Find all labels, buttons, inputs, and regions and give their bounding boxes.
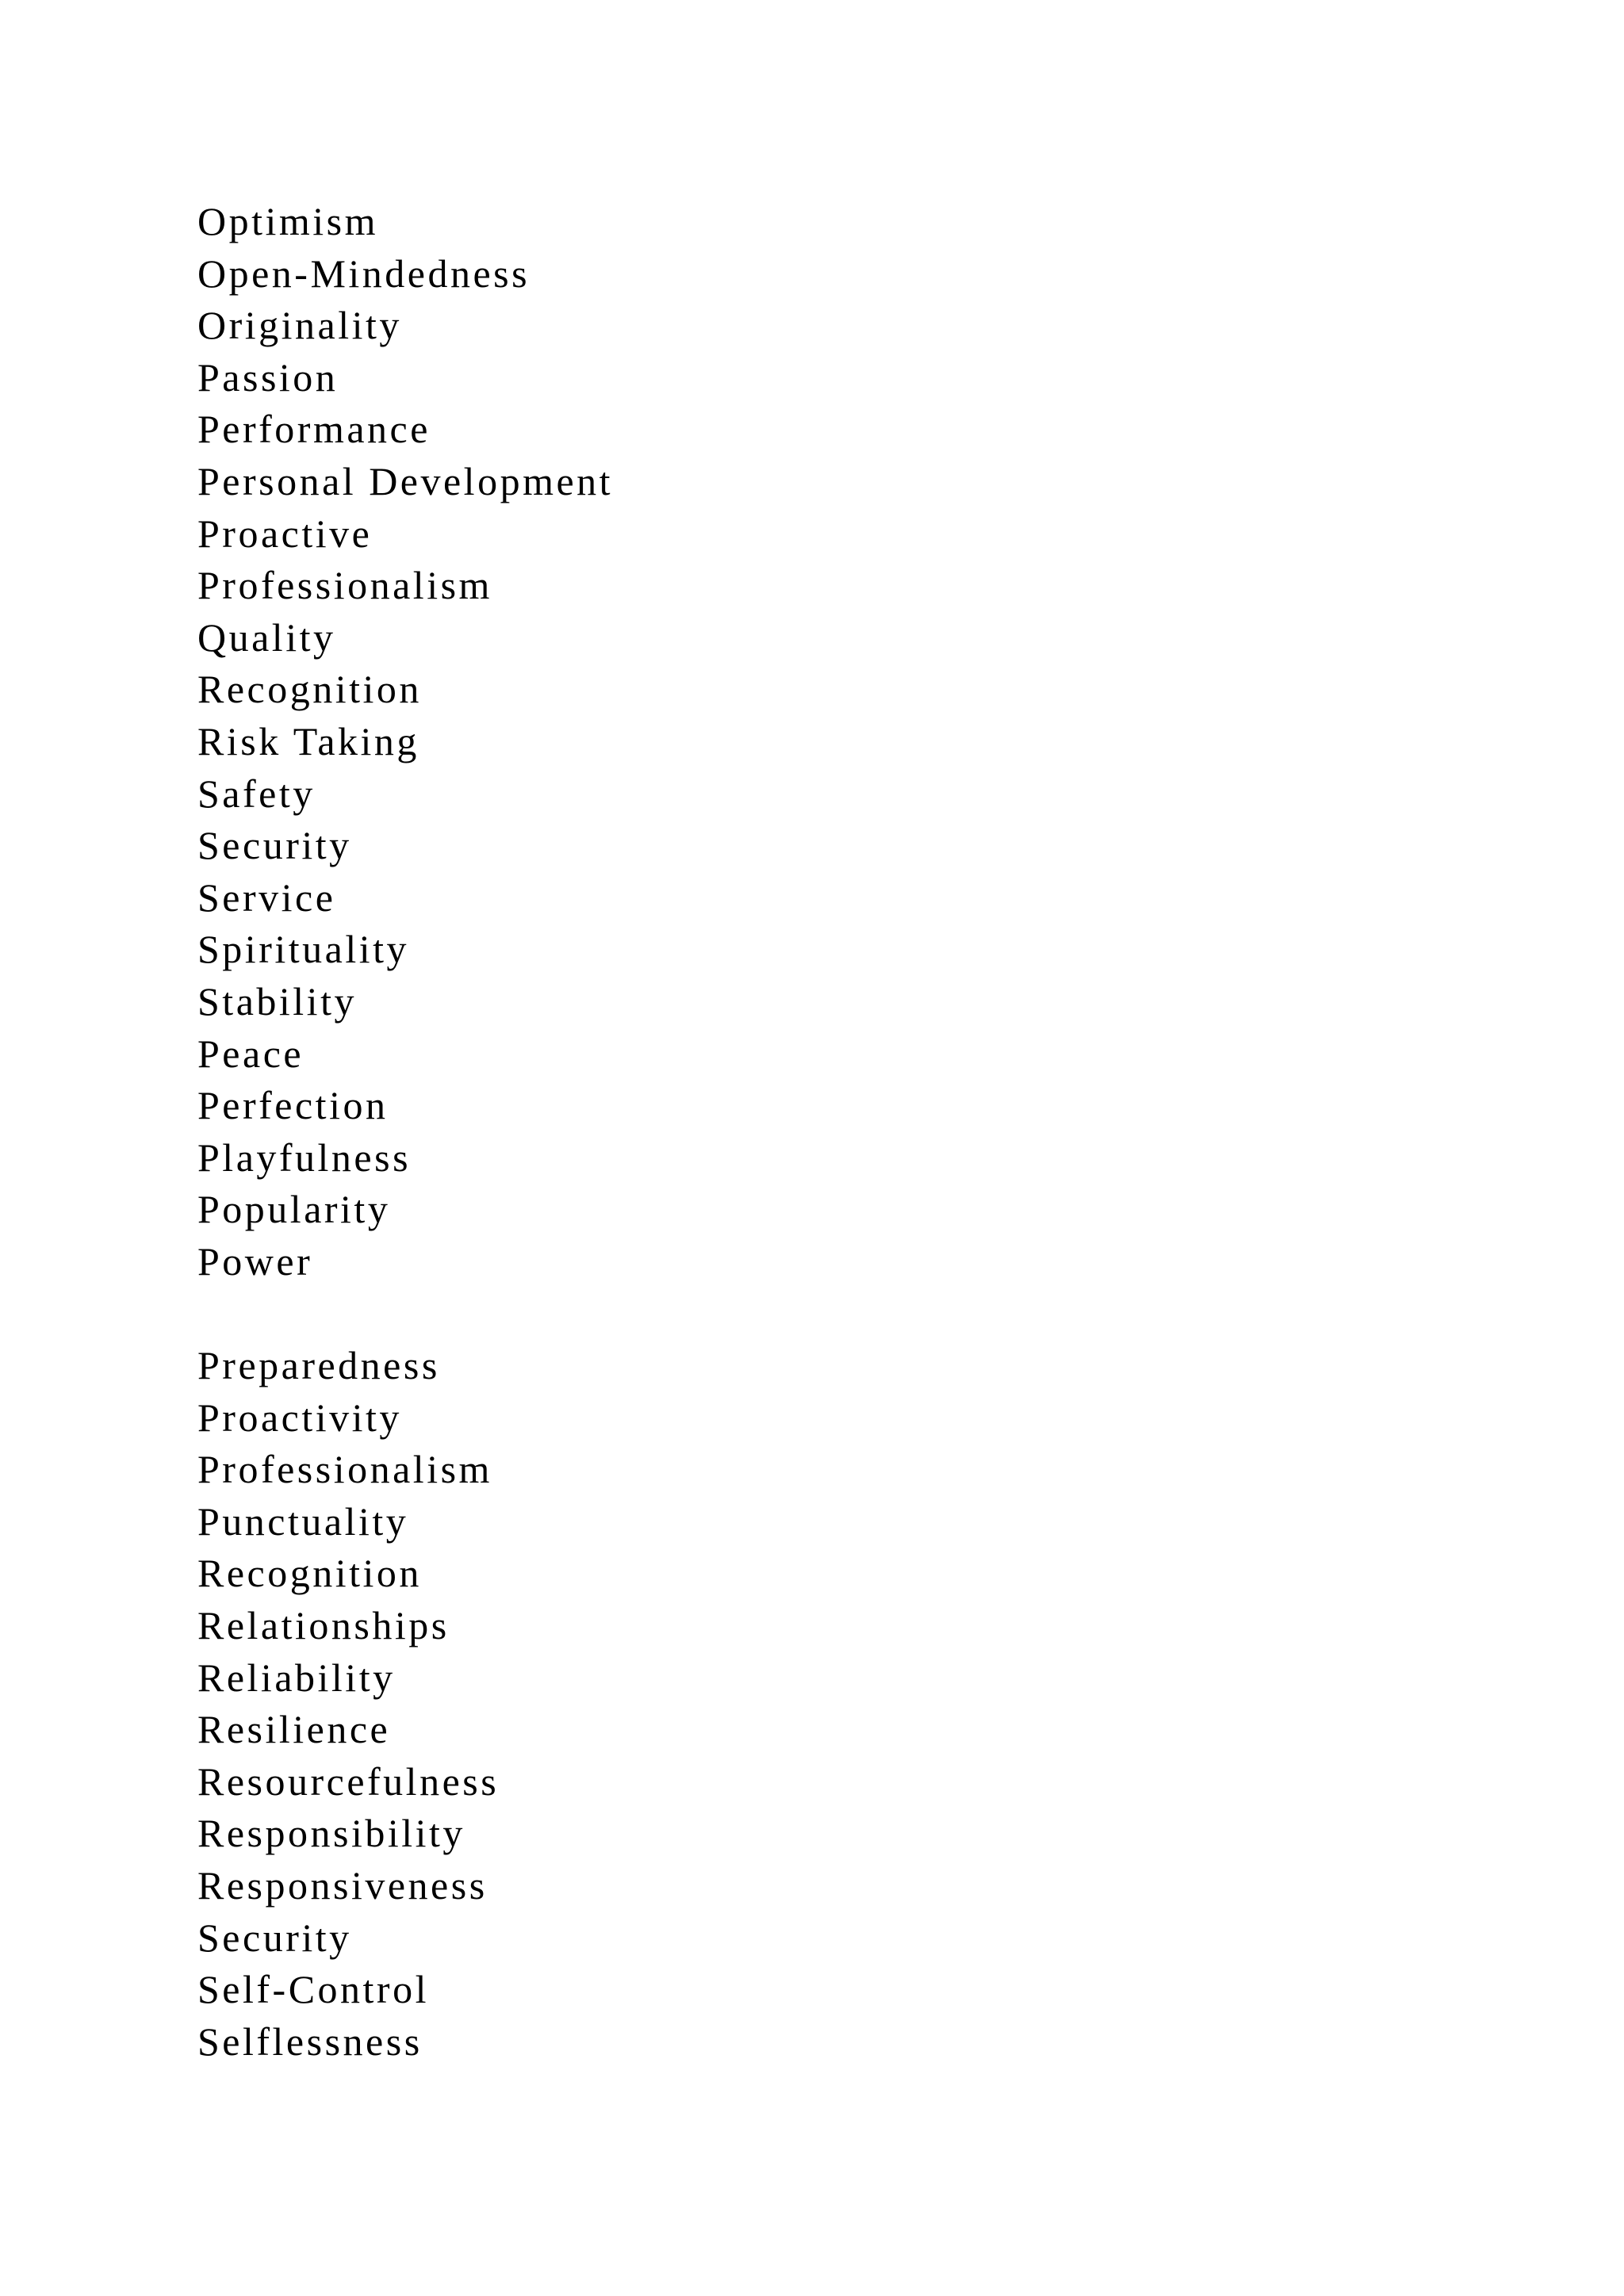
list-item: Originality	[197, 303, 402, 348]
list-item: Resilience	[197, 1707, 391, 1752]
list-item: Responsibility	[197, 1811, 465, 1856]
list-item: Safety	[197, 771, 316, 816]
list-item: Punctuality	[197, 1498, 409, 1544]
list-item: Open-Mindedness	[197, 251, 530, 296]
list-item: Proactivity	[197, 1395, 402, 1440]
list-item: Responsiveness	[197, 1863, 488, 1908]
list-item: Popularity	[197, 1187, 391, 1232]
list-item: Recognition	[197, 1551, 422, 1596]
blank-line	[197, 1288, 613, 1340]
list-item: Reliability	[197, 1655, 396, 1700]
list-item: Recognition	[197, 667, 422, 712]
list-item: Risk Taking	[197, 718, 419, 763]
list-item: Security	[197, 1915, 352, 1960]
list-item: Security	[197, 823, 352, 868]
list-item: Spirituality	[197, 927, 409, 972]
list-item: Relationships	[197, 1603, 450, 1648]
list-item: Proactive	[197, 511, 373, 556]
list-item: Professionalism	[197, 563, 492, 608]
list-item: Service	[197, 874, 336, 920]
list-item: Self-Control	[197, 1967, 429, 2012]
list-item: Performance	[197, 407, 431, 452]
list-item: Quality	[197, 614, 336, 660]
list-item: Professionalism	[197, 1447, 492, 1492]
list-item: Preparedness	[197, 1343, 440, 1388]
list-item: Passion	[197, 354, 339, 400]
list-item: Perfection	[197, 1083, 389, 1128]
list-item: Stability	[197, 978, 357, 1024]
list-item: Power	[197, 1238, 313, 1284]
list-item: Selflessness	[197, 2019, 423, 2064]
list-item: Playfulness	[197, 1135, 412, 1180]
values-word-list	[197, 196, 613, 2068]
list-item: Optimism	[197, 199, 379, 243]
list-item: Resourcefulness	[197, 1758, 500, 1804]
list-item: Peace	[197, 1031, 304, 1076]
list-item: Personal Development	[197, 458, 614, 503]
